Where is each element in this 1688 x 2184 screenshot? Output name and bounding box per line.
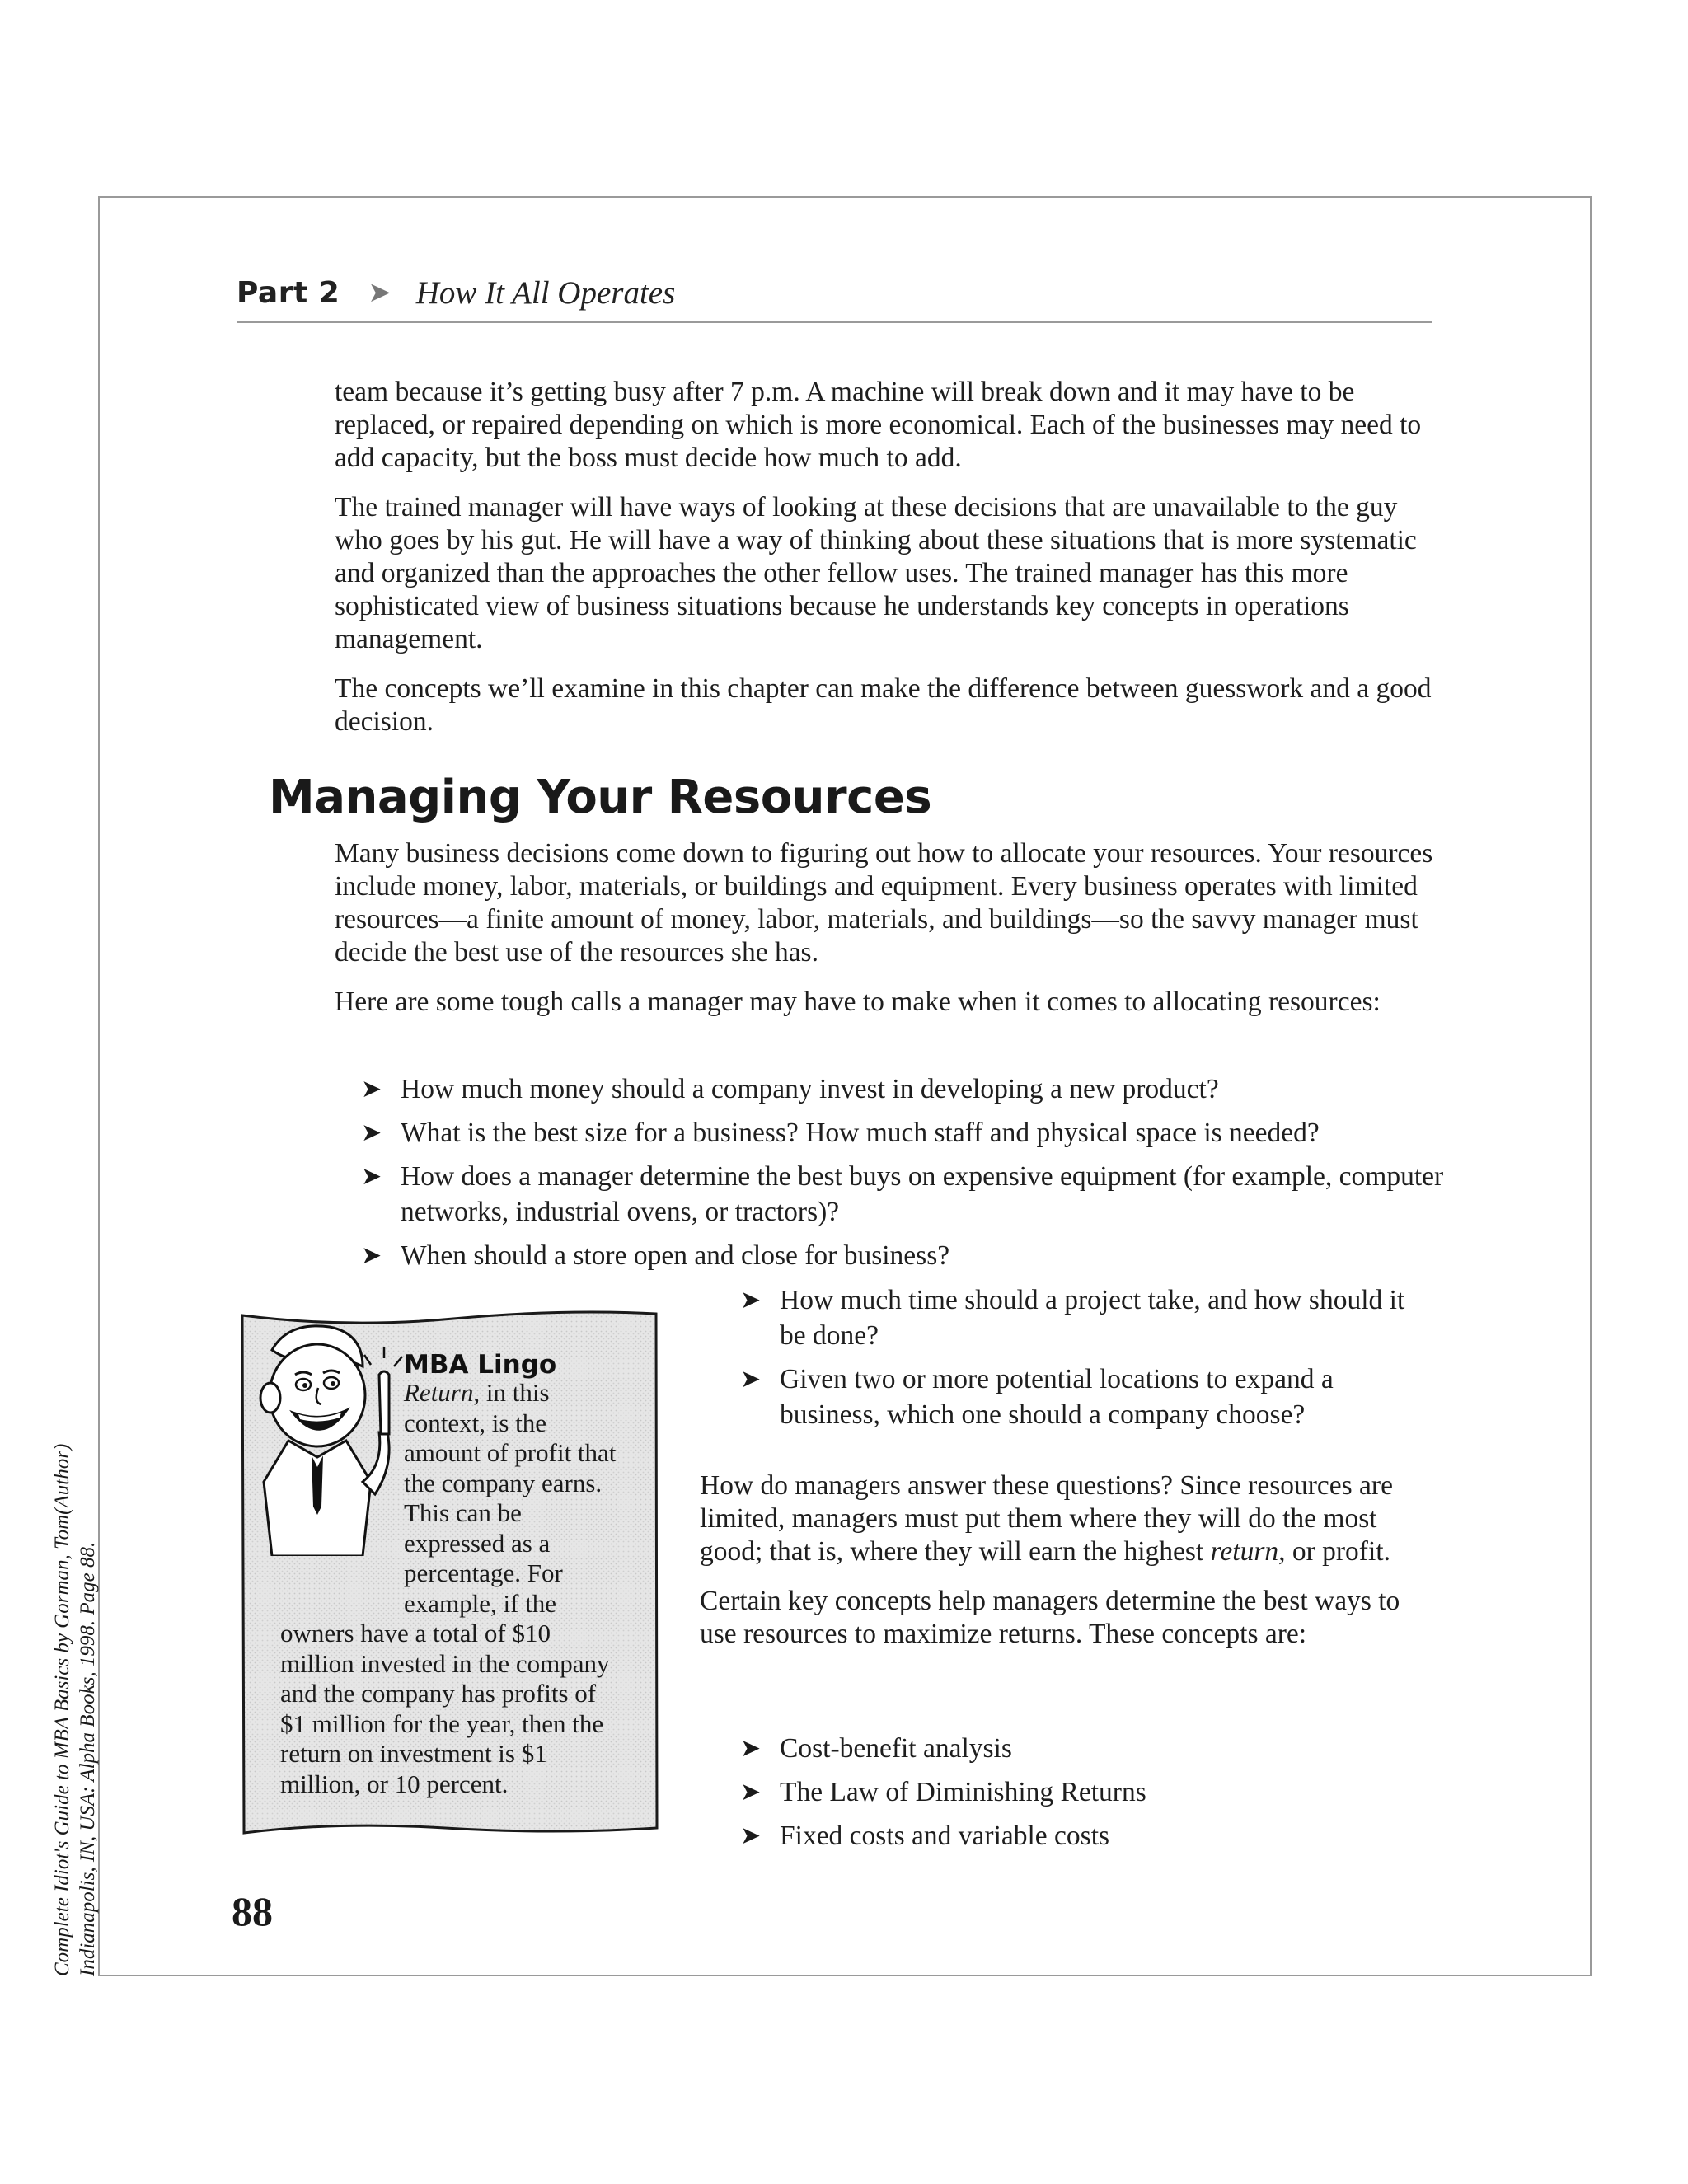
sidebar-term: Return bbox=[404, 1378, 474, 1407]
list-item: ➤ Given two or more potential locations to expand a business, which one should a company choose? bbox=[740, 1361, 1432, 1432]
bullet-arrow-icon: ➤ bbox=[361, 1075, 382, 1104]
list-item: ➤ When should a store open and close for business? bbox=[361, 1238, 1449, 1273]
mba-lingo-sidebar bbox=[239, 1301, 662, 1844]
bullet-arrow-icon: ➤ bbox=[740, 1286, 762, 1315]
part-label: Part 2 bbox=[237, 275, 340, 310]
paragraph: Certain key concepts help managers determine the best ways to use resources to maximize returns. These concepts are: bbox=[700, 1586, 1400, 1649]
credit-line: Indianapolis, IN, USA: Alpha Books, 1998. Page 88. bbox=[77, 1541, 99, 1976]
paragraph: The trained manager will have ways of looking at these decisions that are unavailable to the guy who goes by his gut. He will have a way of thinking about these situations that is more systematic and organized than the approaches the other fellow uses. The trained manager has this more sophisticated view of business situations because he understands key concepts in operations management. bbox=[335, 492, 1417, 654]
bullet-arrow-icon: ➤ bbox=[740, 1365, 762, 1394]
concepts-list bbox=[740, 1731, 1432, 1862]
bullet-arrow-icon: ➤ bbox=[740, 1778, 762, 1807]
list-item: ➤ Cost-benefit analysis bbox=[740, 1731, 1432, 1766]
list-item: ➤ Fixed costs and variable costs bbox=[740, 1818, 1432, 1854]
emphasis-return: return, bbox=[1210, 1536, 1286, 1567]
bullet-arrow-icon: ➤ bbox=[740, 1821, 762, 1850]
sidebar-title: MBA Lingo bbox=[404, 1350, 557, 1380]
credit-line: Complete Idiot's Guide to MBA Basics by Gorman, Tom(Author) bbox=[51, 1443, 73, 1976]
list-item: ➤ The Law of Diminishing Returns bbox=[740, 1774, 1432, 1810]
questions-list bbox=[361, 1071, 1449, 1282]
paragraph: The concepts we’ll examine in this chapter can make the difference between guesswork and a good decision. bbox=[335, 673, 1432, 737]
paragraph: How do managers answer these questions? Since resources are limited, managers must put them where they will do the most good; that is, where they will earn the highest return, or profit. bbox=[700, 1470, 1393, 1567]
bullet-arrow-icon: ➤ bbox=[361, 1162, 382, 1191]
section-heading: Managing Your Resources bbox=[269, 771, 932, 824]
sidebar-definition: Return, in this context, is the amount of profit that the company earns. This can be expressed as a percentage. For example, if the owners have a total of $10 million invested in the company and the company has profits of $1 million for the year, then the return on investment is $1 million, or 10 percent. bbox=[280, 1378, 617, 1798]
questions-list-narrow bbox=[740, 1282, 1432, 1441]
paragraph: team because it’s getting busy after 7 p.m. A machine will break down and it may have to be replaced, or repaired depending on which is more economical. Each of the businesses may need to add capacity, but the boss must decide how much to add. bbox=[335, 377, 1422, 473]
running-head bbox=[237, 264, 1432, 323]
paragraph: Many business decisions come down to figuring out how to allocate your resources. Your resources include money, labor, materials, or buildings and equipment. Every business operates with limited resources—a finite amount of money, labor, materials, and buildings—so the savvy manager must decide the best use of the resources she has. bbox=[335, 838, 1433, 968]
bullet-arrow-icon: ➤ bbox=[361, 1241, 382, 1270]
intro-text bbox=[335, 376, 1439, 755]
page-number: 88 bbox=[232, 1888, 273, 1934]
list-item: ➤ How does a manager determine the best buys on expensive equipment (for example, computer networks, industrial ovens, or tractors)? bbox=[361, 1159, 1449, 1230]
side-credit bbox=[49, 1383, 101, 1976]
section-intro bbox=[335, 837, 1439, 1035]
list-item: ➤ How much time should a project take, and how should it be done? bbox=[740, 1282, 1432, 1353]
chapter-title: How It All Operates bbox=[415, 274, 676, 311]
list-item: ➤ What is the best size for a business? How much staff and physical space is needed? bbox=[361, 1115, 1449, 1151]
list-item: ➤ How much money should a company invest in developing a new product? bbox=[361, 1071, 1449, 1107]
bullet-arrow-icon: ➤ bbox=[361, 1118, 382, 1147]
bullet-arrow-icon: ➤ bbox=[740, 1734, 762, 1763]
answer-text bbox=[700, 1469, 1442, 1667]
paragraph: Here are some tough calls a manager may have to make when it comes to allocating resources: bbox=[335, 987, 1381, 1017]
arrow-right-icon: ➤ bbox=[368, 276, 392, 309]
